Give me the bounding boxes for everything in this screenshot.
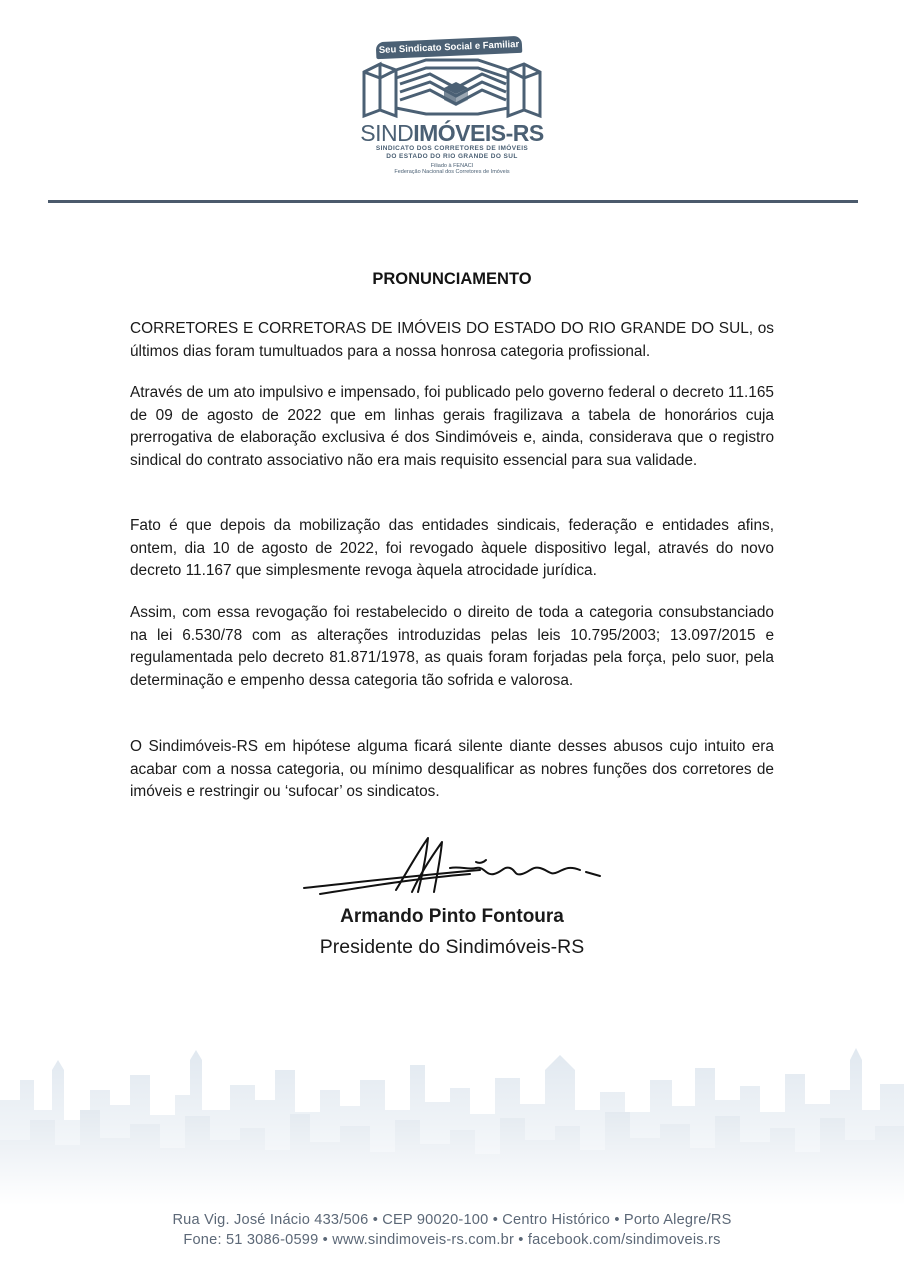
signer-name: Armando Pinto Fontoura [340,906,564,927]
footer-contact: Fone: 51 3086-0599 • www.sindimoveis-rs.com.br • facebook.com/sindimoveis.rs [183,1232,721,1248]
logo-wordmark-part1: SIND [360,120,414,146]
signer-role: Presidente do Sindimóveis-RS [319,936,585,958]
logo-affiliation-line1: Filiado à FENACI [430,163,474,169]
logo-subtitle-line1: SINDICATO DOS CORRETORES DE IMÓVEIS [375,145,529,152]
sindimoveis-logo [354,36,550,178]
paragraph-5: O Sindimóveis-RS em hipótese alguma ficará silente diante desses abusos cujo intuito era acabar com a nossa categoria, ou mínimo desqualificar as nobres funções dos corretores de imóveis e restringir ou ‘sufocar’ os sindicatos. [130,738,774,801]
logo-wordmark-part2: IMÓVEIS-RS [413,120,544,146]
paragraph-1: CORRETORES E CORRETORAS DE IMÓVEIS DO ESTADO DO RIO GRANDE DO SUL, os últimos dias foram tumultuados para a nossa honrosa categoria profissional. [130,320,774,360]
paragraph-2: Através de um ato impulsivo e impensado, foi publicado pelo governo federal o decreto 11.165 de 09 de agosto de 2022 que em linhas gerais fragilizava a tabela de honorários cuja prerrogativa de elaboração exclusiva é dos Sindimóveis e, ainda, considerava que o registro sindical do contrato associativo não era mais requisito essencial para sua validade. [130,384,774,469]
handwritten-signature [300,832,610,902]
footer-address: Rua Vig. José Inácio 433/506 • CEP 90020-100 • Centro Histórico • Porto Alegre/RS [172,1212,732,1228]
building-blocks-icon [360,58,544,120]
paragraph-3: Fato é que depois da mobilização das entidades sindicais, federação e entidades afins, ontem, dia 10 de agosto de 2022, foi revogado àquele dispositivo legal, através do novo decreto 11.167 que simplesmente revoga àquela atrocidade jurídica. [130,517,774,580]
logo-wordmark [354,120,550,147]
city-skyline-illustration [0,1040,904,1205]
logo-affiliation-line2: Federação Nacional dos Corretores de Imóveis [394,169,510,175]
logo-tagline: Seu Sindicato Social e Familiar [376,36,523,59]
paragraph-4: Assim, com essa revogação foi restabelecido o direito de toda a categoria consubstanciado na lei 6.530/78 com as alterações introduzidas pelas leis 10.795/2003; 13.097/2015 e regulamentada pelo decreto 81.871/1978, as quais foram forjadas pela força, pelo suor, pela determinação e empenho dessa categoria tão sofrida e valorosa. [130,604,774,689]
header-divider [48,200,858,203]
logo-subtitle-line2: DO ESTADO DO RIO GRANDE DO SUL [386,153,518,160]
document-title: PRONUNCIAMENTO [372,270,532,288]
